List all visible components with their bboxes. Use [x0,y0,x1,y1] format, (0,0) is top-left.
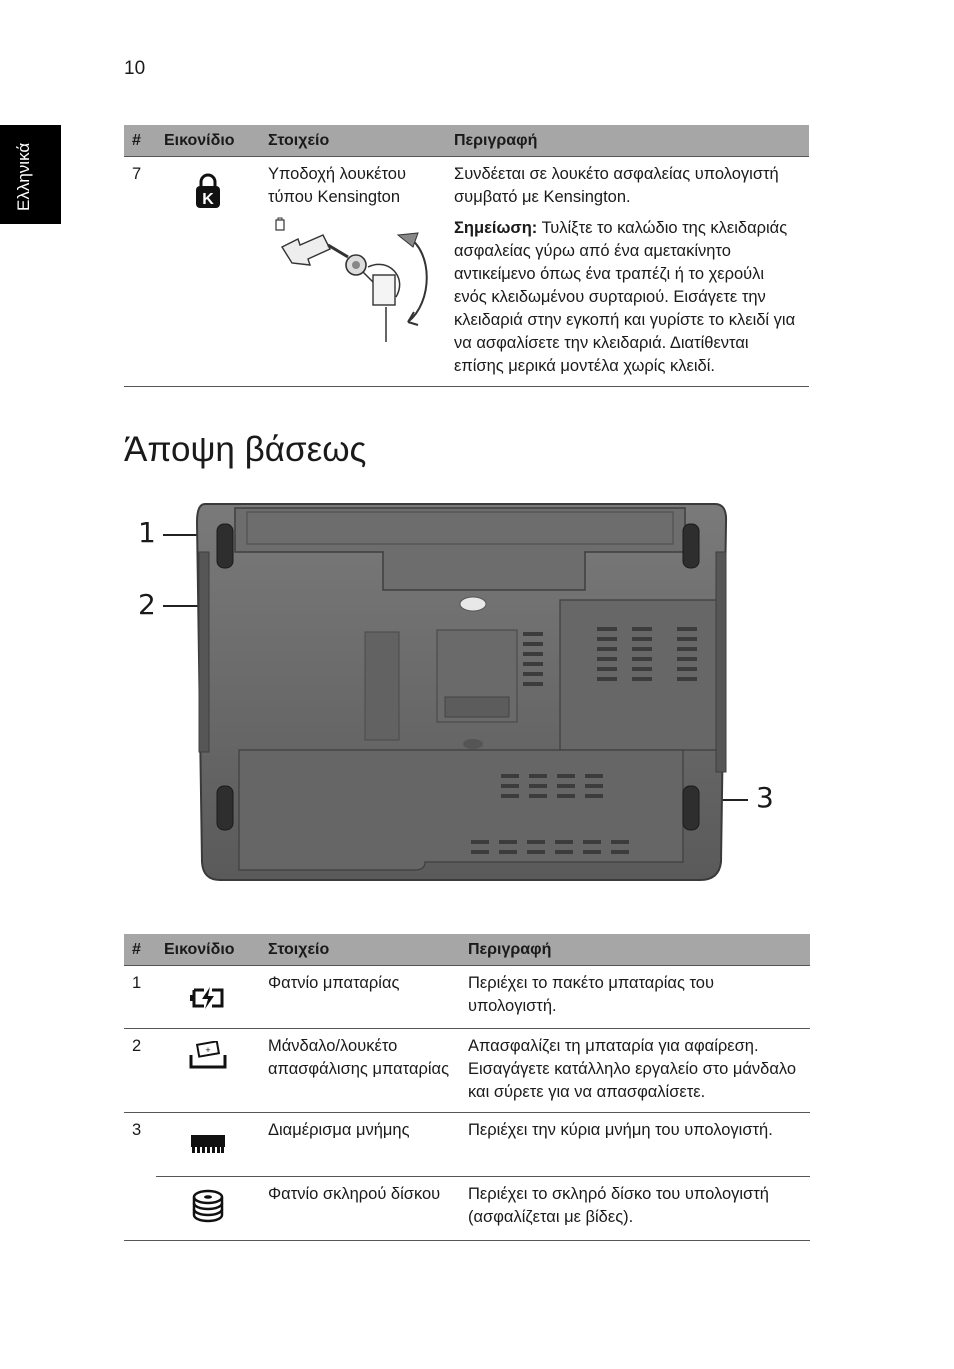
item-name: Φατνίο μπαταρίας [260,966,460,1029]
table-header [124,125,809,157]
kensington-lock-illustration [268,217,438,347]
callout-1: 1 [138,516,156,549]
item-description: Περιέχει το πακέτο μπαταρίας του υπολογιστή. [460,966,810,1029]
callout-3: 3 [756,781,774,814]
spec-table-bottom-view [124,934,810,1241]
header-item: Στοιχείο [260,934,460,966]
header-description: Περιγραφή [446,125,809,157]
laptop-bottom-view [195,502,730,884]
row-number: 7 [124,157,156,387]
item-description: Περιέχει το σκληρό δίσκο του υπολογιστή (ασφαλίζεται με βίδες). [460,1177,810,1241]
battery-release-latch-icon [188,1041,228,1071]
svg-text:K: K [202,191,214,208]
note-text: Τυλίξτε το καλώδιο της κλειδαριάς ασφαλείας γύρω από ένα αμετακίνητο αντικείμενο όπως ένα τραπέζι ή το χερούλι ενός κλειδωμένου συρταριού. Εισάγετε την κλειδαριά στην εγκοπή και γυρίστε το κλειδί για να ασφαλίσετε την κλειδαριά. Διατίθενται επίσης μερικά μοντέλα χωρίς κλειδί. [454,219,796,375]
table-row [124,966,810,1029]
language-tab-label: Ελληνικά [14,142,33,211]
kensington-lock-icon [193,171,223,211]
item-description: Απασφαλίζει τη μπαταρία για αφαίρεση. Εισαγάγετε κατάλληλο εργαλείο στο μάνδαλο και σύρετε για να απασφαλίσετε. [460,1029,810,1113]
item-name: Μάνδαλο/λουκέτο απασφάλισης μπαταρίας [260,1029,460,1113]
row-number: 2 [124,1029,156,1113]
language-side-tab [0,125,61,224]
table-row [124,1113,810,1177]
item-note [454,217,801,378]
header-number: # [124,125,156,157]
row-number: 3 [132,1121,142,1139]
table-row [124,157,809,387]
row-number: 1 [124,966,156,1029]
item-name: Διαμέρισμα μνήμης [260,1113,460,1177]
header-description: Περιγραφή [460,934,810,966]
row-number [124,1177,156,1241]
section-title: Άποψη βάσεως [124,430,367,469]
svg-text:+: + [205,1045,211,1055]
hard-disk-bay-icon [191,1189,225,1225]
item-description: Περιέχει την κύρια μνήμη του υπολογιστή. [460,1113,810,1177]
callout-2: 2 [138,588,156,621]
header-icon: Εικονίδιο [156,125,260,157]
table-header [124,934,810,966]
note-label: Σημείωση: [454,219,538,237]
header-number: # [124,934,156,966]
page-number: 10 [124,58,146,79]
item-name: Υποδοχή λουκέτου τύπου Kensington [268,165,406,206]
item-name: Φατνίο σκληρού δίσκου [260,1177,460,1241]
table-row [124,1177,810,1241]
table-row [124,1029,810,1113]
item-description: Συνδέεται σε λουκέτο ασφαλείας υπολογιστή συμβατό με Kensington. [454,165,779,206]
spec-table-kensington [124,125,809,387]
header-item: Στοιχείο [260,125,446,157]
memory-compartment-icon [190,1131,226,1157]
header-icon: Εικονίδιο [156,934,260,966]
battery-bay-icon [188,984,228,1012]
